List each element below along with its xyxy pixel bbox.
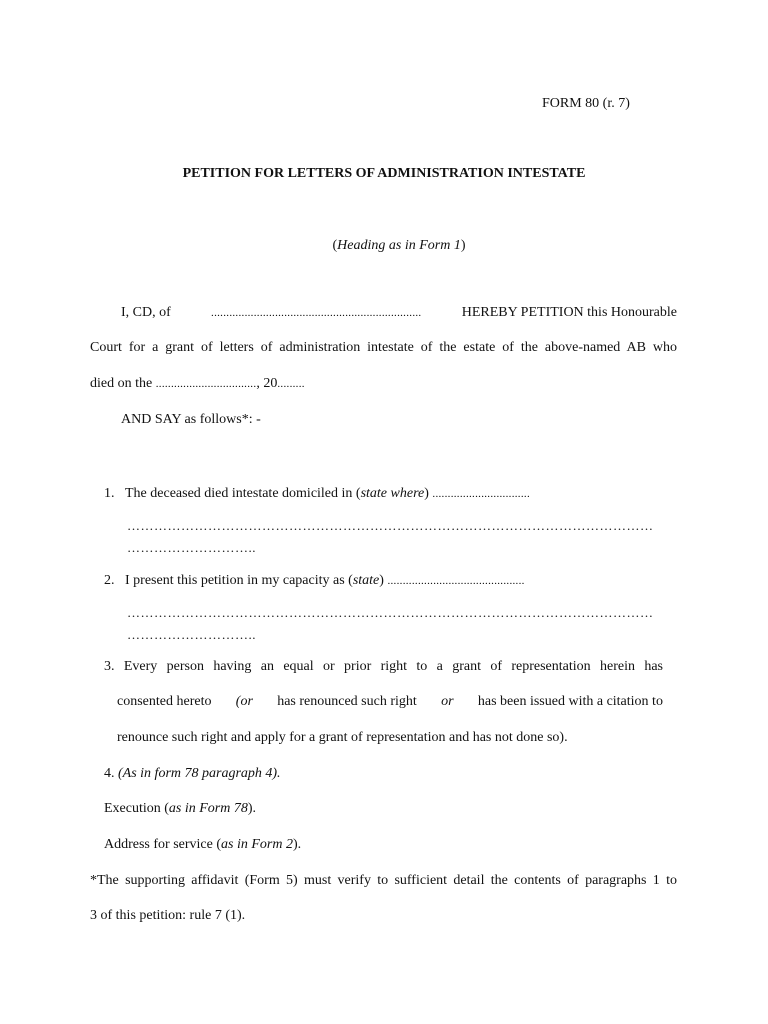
footnote-line-2: 3 of this petition: rule 7 (1). [90, 908, 246, 923]
heading-note: (Heading as in Form 1) [332, 238, 466, 253]
document-title: PETITION FOR LETTERS OF ADMINISTRATION INTESTATE [182, 166, 586, 181]
capacity-blank: ............................................. [387, 575, 525, 587]
item-3-line-1: 3. Every person having an equal or prior right to a grant of representation herein has [104, 659, 663, 674]
date-blank: ................................. [155, 378, 257, 390]
item-3-line-2: consented hereto (or has renounced such right or has been issued with a citation to [117, 694, 663, 709]
and-say-line: AND SAY as follows*: - [121, 412, 261, 427]
year-blank: ......... [277, 378, 305, 390]
form-reference: FORM 80 (r. 7) [542, 96, 630, 111]
address-blank: ..................................................................... [211, 307, 422, 319]
item-2-blank-line-1: ……………………………………………………………………………………………………… [127, 605, 654, 620]
item-2: 2. I present this petition in my capacity as (state) ............................................. [104, 573, 525, 588]
execution-line: Execution (as in Form 78). [104, 801, 257, 816]
intro-line-3: died on the ................................., 20......... [90, 376, 305, 391]
item-1: 1. The deceased died intestate domiciled in (state where) ................................ [104, 486, 530, 501]
address-for-service-line: Address for service (as in Form 2). [104, 837, 302, 852]
intro-line-2: Court for a grant of letters of administration intestate of the estate of the above-named AB who [90, 340, 677, 355]
domicile-blank: ................................ [432, 488, 530, 500]
item-3-line-3: renounce such right and apply for a grant of representation and has not done so). [117, 730, 568, 745]
item-2-blank-line-2: ……………………….. [127, 627, 256, 642]
intro-line-1: I, CD, of ..................................................................... HEREBY PETITION this Honourable [121, 305, 677, 320]
item-1-blank-line-2: ……………………….. [127, 540, 256, 555]
item-1-blank-line-1: ……………………………………………………………………………………………………… [127, 518, 654, 533]
item-4: 4. (As in form 78 paragraph 4). [104, 766, 281, 781]
footnote-line-1: *The supporting affidavit (Form 5) must verify to sufficient detail the contents of paragraphs 1 to [90, 873, 677, 888]
